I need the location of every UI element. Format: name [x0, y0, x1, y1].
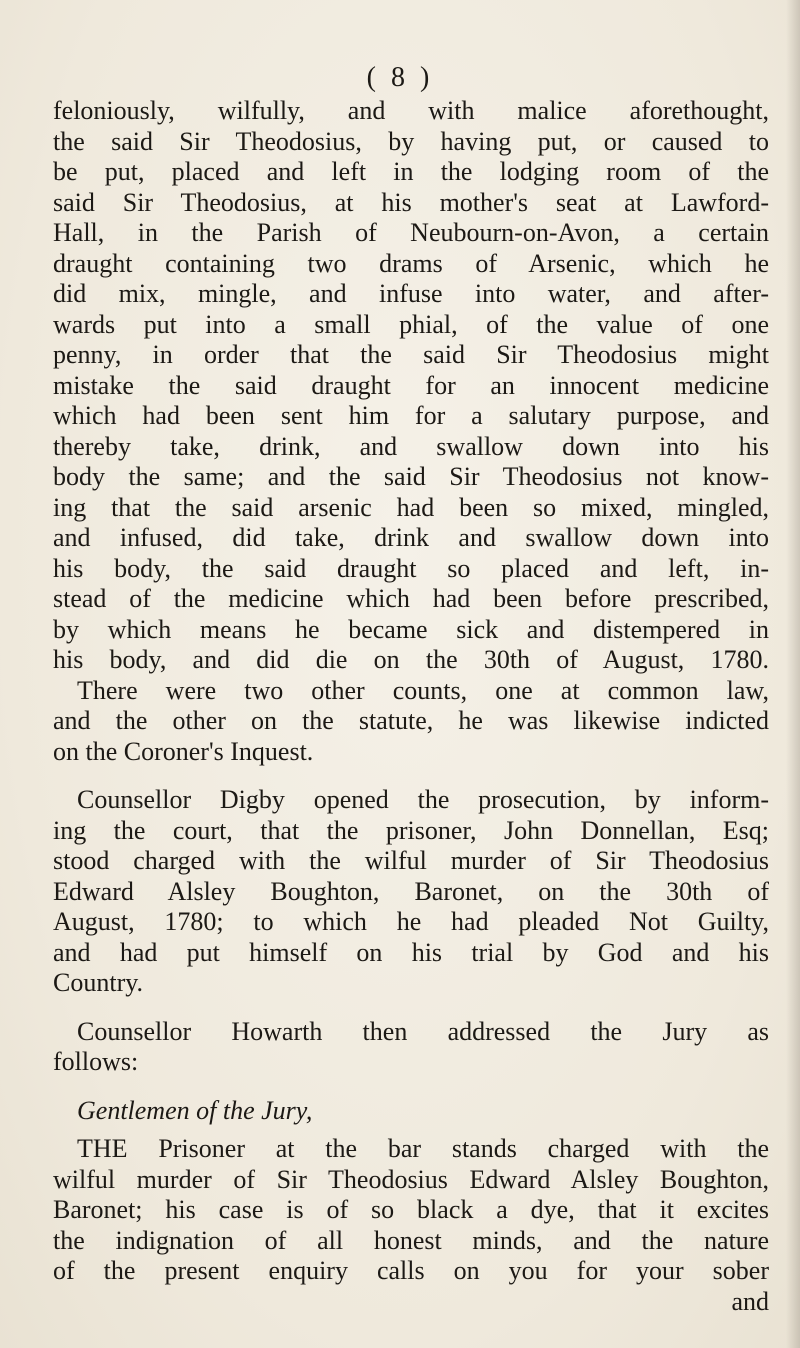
paragraph-howarth-address: [53, 1017, 769, 1078]
text-line: feloniously, wilfully, and with malice aforethought,: [53, 96, 769, 125]
text-line: Counsellor Digby opened the prosecution, by inform-: [77, 785, 769, 814]
text-line: did mix, mingle, and infuse into water, and after-: [53, 279, 769, 308]
paragraph-speech: [53, 1134, 769, 1287]
text-line: body the same; and the said Sir Theodosius not know-: [53, 462, 769, 491]
text-line: be put, placed and left in the lodging room of the: [53, 157, 769, 186]
text-line: thereby take, drink, and swallow down into his: [53, 431, 769, 461]
text-line: August, 1780; to which he had pleaded Not Guilty,: [53, 907, 769, 936]
salutation: Gentlemen of the Jury,: [77, 1095, 313, 1125]
text-line: mistake the said draught for an innocent medicine: [53, 370, 769, 400]
paragraph-indictment: [53, 96, 769, 676]
text-line: his body, the said draught so placed and left, in-: [53, 553, 769, 583]
text-line: stood charged with the wilful murder of Sir Theodosius: [53, 846, 769, 875]
text-line: said Sir Theodosius, at his mother's seat at Lawford-: [53, 187, 769, 217]
text-line: and infused, did take, drink and swallow down into: [53, 523, 769, 552]
text-line: and had put himself on his trial by God and his: [53, 937, 769, 967]
text-line: penny, in order that the said Sir Theodosius might: [53, 340, 769, 369]
text-line: There were two other counts, one at common law,: [77, 675, 769, 705]
page-number: ( 8 ): [366, 62, 434, 93]
text-line: Hall, in the Parish of Neubourn-on-Avon, a certain: [53, 218, 769, 247]
text-line: the said Sir Theodosius, by having put, or caused to: [53, 126, 769, 156]
text-line: wilful murder of Sir Theodosius Edward Alsley Boughton,: [53, 1164, 769, 1194]
paragraph-other-counts: [53, 676, 769, 768]
text-line: which had been sent him for a salutary purpose, and: [53, 401, 769, 430]
text-line: by which means he became sick and distempered in: [53, 614, 769, 644]
text-line: Edward Alsley Boughton, Baronet, on the 30th of: [53, 876, 769, 906]
text-line: ing the court, that the prisoner, John Donnellan, Esq;: [53, 815, 769, 845]
page-body: [53, 96, 769, 1317]
text-line: the indignation of all honest minds, and the nature: [53, 1225, 769, 1255]
text-line: follows:: [53, 1047, 139, 1076]
text-line: wards put into a small phial, of the value of one: [53, 309, 769, 339]
text-line: and the other on the statute, he was likewise indicted: [53, 706, 769, 735]
text-line: ing that the said arsenic had been so mixed, mingled,: [53, 492, 769, 522]
catchword: and: [731, 1286, 769, 1316]
text-line: on the Coroner's Inquest.: [53, 736, 314, 766]
text-line: his body, and did die on the 30th of August, 1780.: [53, 645, 769, 674]
text-line: draught containing two drams of Arsenic, which he: [53, 248, 769, 278]
text-line: stead of the medicine which had been before prescribed,: [53, 584, 769, 613]
paragraph-digby-opening: [53, 785, 769, 999]
text-line: Baronet; his case is of so black a dye, that it excites: [53, 1195, 769, 1224]
text-line: of the present enquiry calls on you for your sober: [53, 1256, 769, 1285]
text-line: THE Prisoner at the bar stands charged with the: [77, 1134, 769, 1163]
text-line: Counsellor Howarth then addressed the Jury as: [77, 1016, 769, 1046]
page-edge-shadow: [786, 0, 800, 1348]
text-line: Country.: [53, 968, 144, 997]
